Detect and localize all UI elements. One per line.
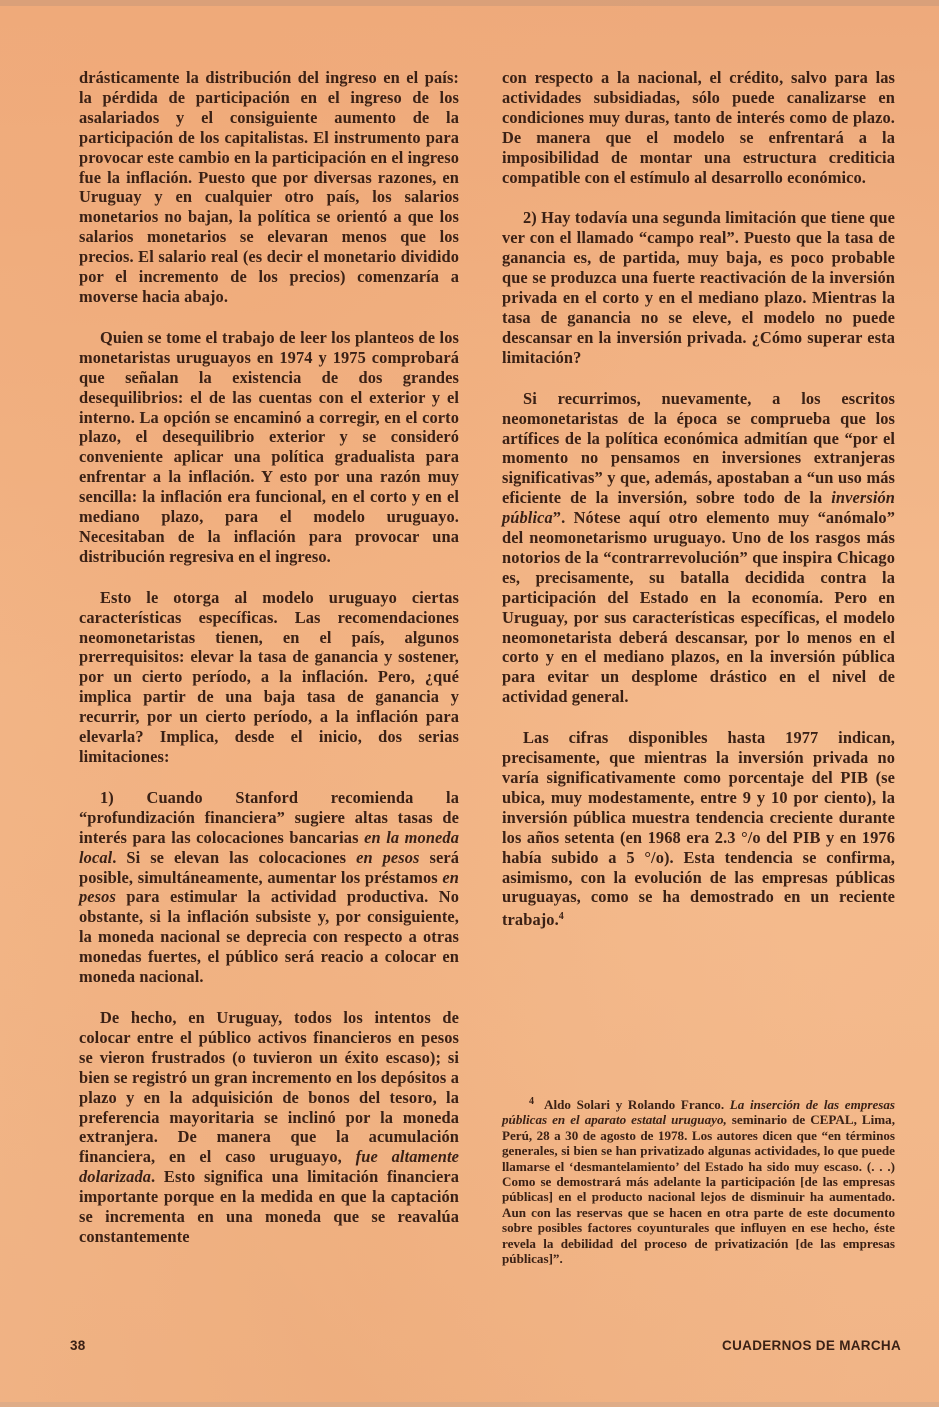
page-number: 38 <box>70 1338 86 1353</box>
italic-text: en pesos <box>79 867 459 907</box>
paragraph: drásticamente la distribución del ingreso en el país: la pérdida de participación en el ingreso de los asalariados y el consiguiente aumento de la participación de los capitalistas. El instrumento para provocar este cambio en la participación en el ingreso fue la inflación. Puesto que por diversas razones, en Uruguay y en cualquier otro país, los salarios monetarios no bajan, la política se orientó a que los salarios monetarios se elevaran menos que los precios. El salario real (es decir el monetario dividido por el incremento de los precios) comenzaría a moverse hacia abajo. <box>79 68 459 306</box>
text: será posible, simultáneamente, aumentar los préstamos <box>79 847 459 887</box>
text: ”. Nótese aquí otro elemento muy “anómalo” del neomonetarismo uruguayo. Uno de los rasgos más notorios de la “contrarrevolución” que inspira Chicago es, precisamente, su batalla decidida contra la participación del Estado en la economía. Pero en Uruguay, por sus características específicas, el modelo neomonetarista deberá descansar, por lo menos en el corto y en el mediano plazos, en la inversión pública para evitar un desplome drástico en el nivel de actividad general. <box>502 508 895 707</box>
page-bottom-edge <box>0 1402 939 1407</box>
text: Aldo Solari y Rolando Franco. <box>544 1097 730 1112</box>
text: 1) Cuando Stanford recomienda la “profundización financiera” sugiere altas tasas de interés para las colocaciones bancarias <box>79 787 459 847</box>
paragraph-limitation-2: 2) Hay todavía una segunda limitación que tiene que ver con el llamado “campo real”. Puesto que la tasa de ganancia es, de partida, muy baja, es poco probable que se produzca una fuerte reactivación de la inversión privada en el corto y en el mediano plazo. Mientras la tasa de ganancia no se eleve, el modelo no puede descansar en la inversión privada. ¿Cómo superar esta limitación? <box>502 208 895 367</box>
text: para estimular la actividad productiva. No obstante, si la inflación subsiste y, por consiguiente, la moneda nacional se deprecia con respecto a otras monedas fuertes, el público será reacio a colocar en moneda nacional. <box>79 887 459 987</box>
italic-text: en la moneda local <box>79 827 460 867</box>
paragraph <box>79 1008 459 1247</box>
text: Las cifras disponibles hasta 1977 indican, precisamente, que mientras la inversión privada no varía significativamente como porcentaje del PIB (se ubica, muy modestamente, entre 9 y 10 por ciento), la inversión pública muestra tendencia creciente durante los años setenta (en 1968 era 2.3 °/o del PIB y en 1976 había subido a 5 °/o). Esta tendencia se confirma, asimismo, con la evolución de las empresas públicas uruguayas, como se ha demostrado en un reciente trabajo. <box>502 728 895 930</box>
footnote-reference: 4 <box>558 911 564 923</box>
italic-text: inversión pública <box>502 488 895 528</box>
text: Si recurrimos, nuevamente, a los escritos neomonetaristas de la época se comprueba que los artífices de la política económica admitían que “por el momento no pensamos en inversiones extranjeras significativas” y que, además, apostaban a “un uso más eficiente de la inversión, sobre todo de la <box>502 388 895 508</box>
text: . Esto significa una limitación financiera importante porque en la medida en que la captación se incrementa en una moneda que se reavalúa constantemente <box>79 1167 459 1246</box>
text: . Si se elevan las colocaciones <box>112 847 357 867</box>
italic-text: en pesos <box>356 847 420 867</box>
paragraph: Quien se tome el trabajo de leer los planteos de los monetaristas uruguayos en 1974 y 1975 comprobará que señalan la existencia de dos grandes desequilibrios: el de las cuentas con el exterior y el interno. La opción se encaminó a corregir, en el corto plazo, el desequilibrio exterior y se consideró conveniente aplicar una política gradualista para enfrentar a la inflación. Y esto por una razón muy sencilla: la inflación era funcional, en el corto y en el mediano plazo, para el modelo uruguayo. Necesitaban de la inflación para provocar una distribución regresiva en el ingreso. <box>79 327 459 566</box>
publication-name: CUADERNOS DE MARCHA <box>722 1338 901 1353</box>
paragraph <box>502 389 895 708</box>
paragraph: con respecto a la nacional, el crédito, salvo para las actividades subsidiadas, sólo puede canalizarse en condiciones muy duras, tanto de interés como de plazo. De manera que el modelo se enfrentará a la imposibilidad de montar una estructura crediticia compatible con el estímulo al desarrollo económico. <box>502 68 895 187</box>
right-column <box>502 68 895 930</box>
paragraph <box>502 728 895 930</box>
page-top-edge <box>0 0 939 6</box>
left-column <box>79 68 459 1247</box>
footnote <box>502 1094 895 1266</box>
footnote-marker: 4 <box>529 1096 534 1107</box>
paragraph: Esto le otorga al modelo uruguayo ciertas características específicas. Las recomendaciones neomonetaristas tienen, en el país, algunos prerrequisitos: elevar la tasa de ganancia y sostener, por un cierto período, a la inflación. Pero, ¿qué implica partir de una baja tasa de ganancia y recurrir, por un cierto período, a la inflación para elevarla? Implica, desde el inicio, dos serias limitaciones: <box>79 587 459 766</box>
paragraph-limitation-1 <box>79 788 459 987</box>
italic-text: La inserción de las empresas públicas en el aparato estatal uruguayo, <box>502 1097 895 1128</box>
footnote-text <box>502 1094 895 1266</box>
text: De hecho, en Uruguay, todos los intentos de colocar entre el público activos financieros en pesos se vieron frustrados (o tuvieron un éxito escaso); si bien se registró un gran incremento en los depósitos a plazo y en la adquisición de bonos del tesoro, la preferencia mayoritaria se inclinó por la moneda extranjera. De manera que la acumulación financiera, en el caso uruguayo, <box>79 1007 459 1167</box>
text: seminario de CEPAL, Lima, Perú, 28 a 30 de agosto de 1978. Los autores dicen que “en términos generales, si bien se han privatizado algunas actividades, lo que puede llamarse el ‘desmantelamiento’ del Estado ha sido muy escaso. (. . .) Como se demostrará más adelante la participación [de las empresas públicas] en el producto nacional lejos de disminuir ha aumentado. Aun con las reservas que se hacen en otra parte de este documento sobre posibles factores coyunturales que influyen en ese hecho, éste revela la debilidad del proceso de privatización [de las empresas públicas]”. <box>502 1112 895 1267</box>
italic-text: fue altamente dolarizada <box>79 1147 459 1187</box>
